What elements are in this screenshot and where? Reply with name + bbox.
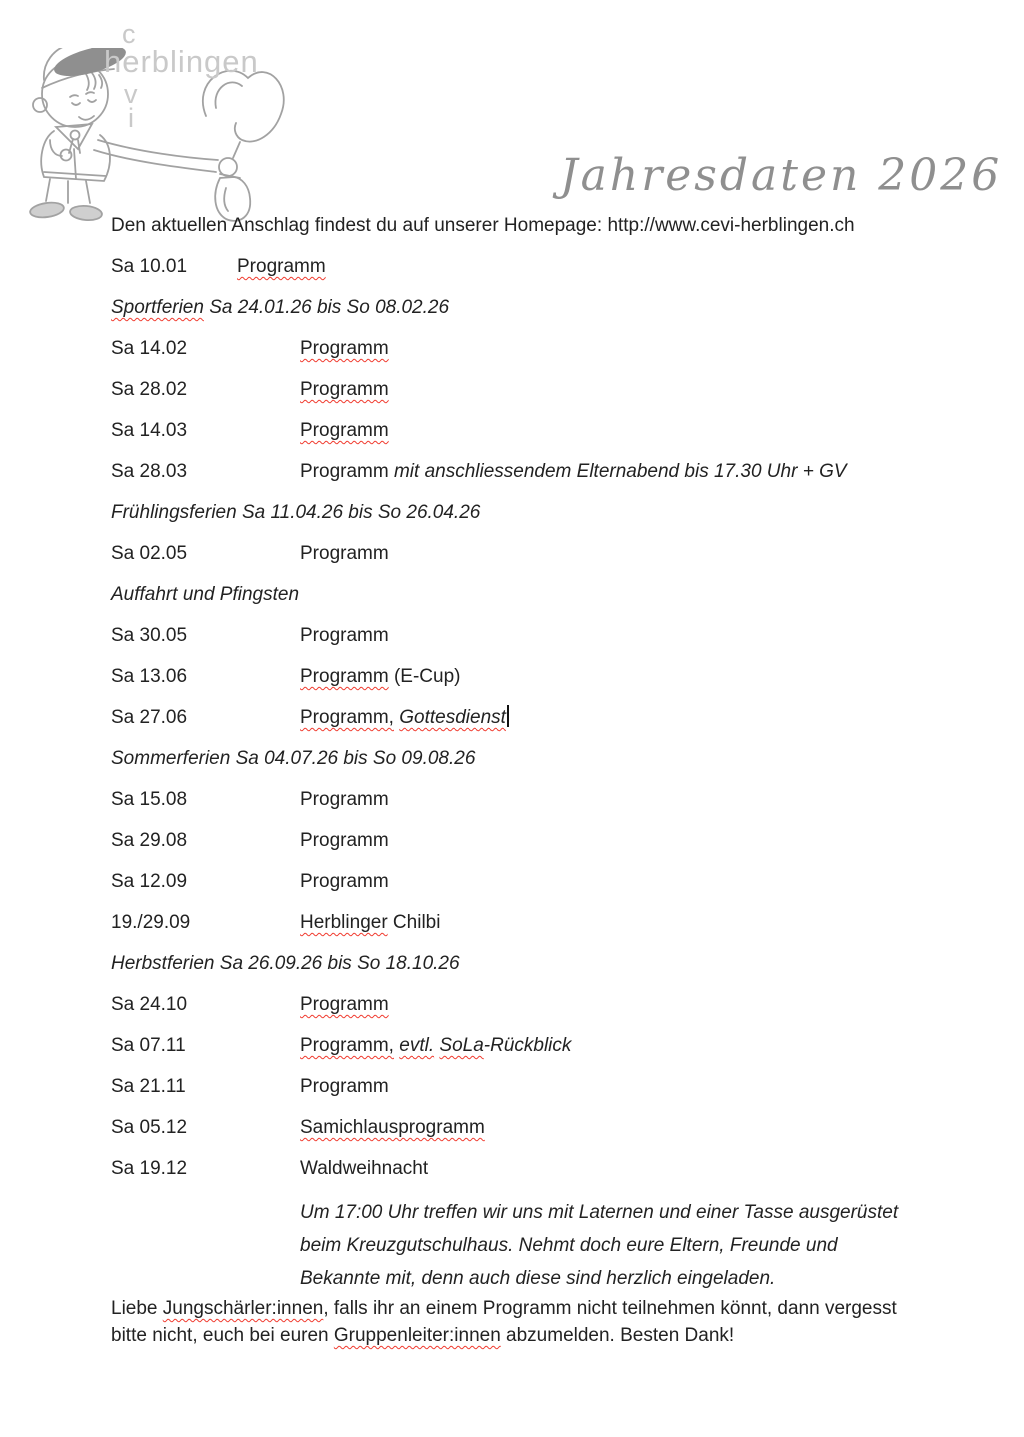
text-segment: Programm [300,666,389,687]
text-segment: Sportferien [111,297,204,318]
homepage-url: http://www.cevi-herblingen.ch [607,215,855,236]
event-date: Sa 05.12 [111,1117,188,1138]
schedule-event-row [111,991,981,1018]
text-segment: Programm [300,420,389,441]
note-line [300,1229,940,1262]
event-description [300,420,389,441]
text-segment: abzumelden. Besten Dank! [500,1325,735,1346]
note-line [300,1262,940,1295]
text-segment: Programm [300,461,394,482]
text-segment: Programm [300,338,389,359]
event-date: Sa 28.02 [111,379,188,400]
event-date: Sa 27.06 [111,707,188,728]
text-segment: Sa 24.01.26 bis So 08.02.26 [203,297,450,318]
event-description [300,789,389,810]
event-date: 19./29.09 [111,912,191,933]
event-date: Sa 29.08 [111,830,188,851]
event-date: Sa 15.08 [111,789,188,810]
text-segment: Waldweihnacht [300,1158,429,1179]
text-segment: SoLa [439,1035,484,1056]
event-date: Sa 13.06 [111,666,188,687]
holiday-season-row [111,581,981,608]
text-cursor [507,705,509,727]
event-date: Sa 02.05 [111,543,188,564]
event-description [300,912,440,933]
text-segment: beim Kreuzgutschulhaus. Nehmt doch eure Eltern, Freunde und [300,1235,838,1256]
text-segment: Herbstferien Sa 26.09.26 bis So 18.10.26 [111,953,460,974]
event-description [300,379,389,400]
text-segment: Programm [300,994,389,1015]
event-description [300,871,389,892]
text-segment: evtl. [399,1035,435,1056]
intro-text: Den aktuellen Anschlag findest du auf unserer Homepage: [111,215,608,236]
text-segment: Sommerferien Sa 04.07.26 bis So 09.08.26 [111,748,476,769]
logo-letter-v: v [124,79,138,109]
event-description [300,1117,485,1138]
text-segment: , falls ihr an einem Programm nicht teilnehmen könnt, dann vergesst [323,1298,897,1319]
text-segment: Um 17:00 Uhr treffen wir uns mit Laternen und einer Tasse ausgerüstet [300,1202,899,1223]
event-note-paragraph [300,1196,940,1295]
schedule-event-row [111,1032,981,1059]
event-description [300,1035,571,1056]
text-segment: mit anschliessendem Elternabend bis 17.30 Uhr + GV [393,461,847,482]
text-segment: Programm [300,379,389,400]
event-description [300,1158,428,1179]
event-date: Sa 19.12 [111,1158,188,1179]
text-segment: Programm, [300,1035,394,1056]
event-date: Sa 21.11 [111,1076,186,1097]
schedule-event-row [111,704,981,731]
text-segment: Chilbi [387,912,441,933]
event-date: Sa 28.03 [111,461,188,482]
closing-paragraph [111,1295,941,1349]
event-date: Sa 10.01 [111,256,188,277]
holiday-season-row [111,499,981,526]
logo-letter-c: c [122,19,136,49]
schedule-event-row [111,827,981,854]
schedule-event-row [111,1114,981,1141]
text-segment: Frühlingsferien Sa 11.04.26 bis So 26.04.26 [111,502,481,523]
event-description [237,256,326,277]
text-segment: bitte nicht, euch bei euren [111,1325,334,1346]
event-description [300,994,389,1015]
text-segment: Herblinger [300,912,388,933]
text-segment: Programm [300,1076,389,1097]
text-segment: Programm [300,625,389,646]
text-segment: (E-Cup) [388,666,461,687]
event-date: Sa 30.05 [111,625,188,646]
schedule-event-row [111,1073,981,1100]
text-segment: Programm [237,256,326,277]
text-segment: Programm [300,543,389,564]
event-description [300,1076,389,1097]
event-date: Sa 12.09 [111,871,188,892]
schedule-event-row [111,376,981,403]
schedule-list [111,253,981,1295]
text-segment: Auffahrt und Pfingsten [111,584,300,605]
text-segment: Programm [300,789,389,810]
text-segment: Gottesdienst [399,707,506,728]
schedule-event-row [111,540,981,567]
text-segment: Samichlausprogramm [300,1117,485,1138]
schedule-event-row [111,335,981,362]
schedule-event-row [111,663,981,690]
intro-line [111,212,981,239]
schedule-event-row [111,458,981,485]
note-line [300,1196,940,1229]
schedule-event-row [111,868,981,895]
event-description [300,830,389,851]
logo-letter-i: i [128,103,134,133]
event-description [300,625,389,646]
event-description [300,461,847,482]
schedule-event-row [111,417,981,444]
text-segment: Gruppenleiter:innen [333,1325,501,1346]
schedule-event-row [111,909,981,936]
holiday-season-row [111,745,981,772]
text-segment: -Rückblick [483,1035,572,1056]
schedule-event-row [111,786,981,813]
holiday-season-row [111,294,981,321]
text-segment: Bekannte mit, denn auch diese sind herzlich eingeladen. [300,1268,776,1289]
event-date: Sa 14.03 [111,420,188,441]
event-description [300,707,509,728]
document-text-area[interactable] [111,212,981,1363]
text-segment: Jungschärler:innen [162,1298,324,1319]
logo-word-herblingen: herblingen [104,44,259,79]
schedule-event-row [111,622,981,649]
event-description [300,666,460,687]
cevi-herblingen-logo [0,0,400,240]
event-date: Sa 24.10 [111,994,188,1015]
schedule-event-row [111,1155,981,1182]
event-date: Sa 14.02 [111,338,188,359]
event-date: Sa 07.11 [111,1035,186,1056]
text-segment: Programm [300,830,389,851]
event-description [300,338,389,359]
event-description [300,543,389,564]
text-segment: Liebe [111,1298,163,1319]
text-segment: Programm, [300,707,394,728]
text-segment: Programm [300,871,389,892]
page-title: Jahresdaten 2026 [560,150,1003,201]
holiday-season-row [111,950,981,977]
schedule-event-row [111,253,981,280]
